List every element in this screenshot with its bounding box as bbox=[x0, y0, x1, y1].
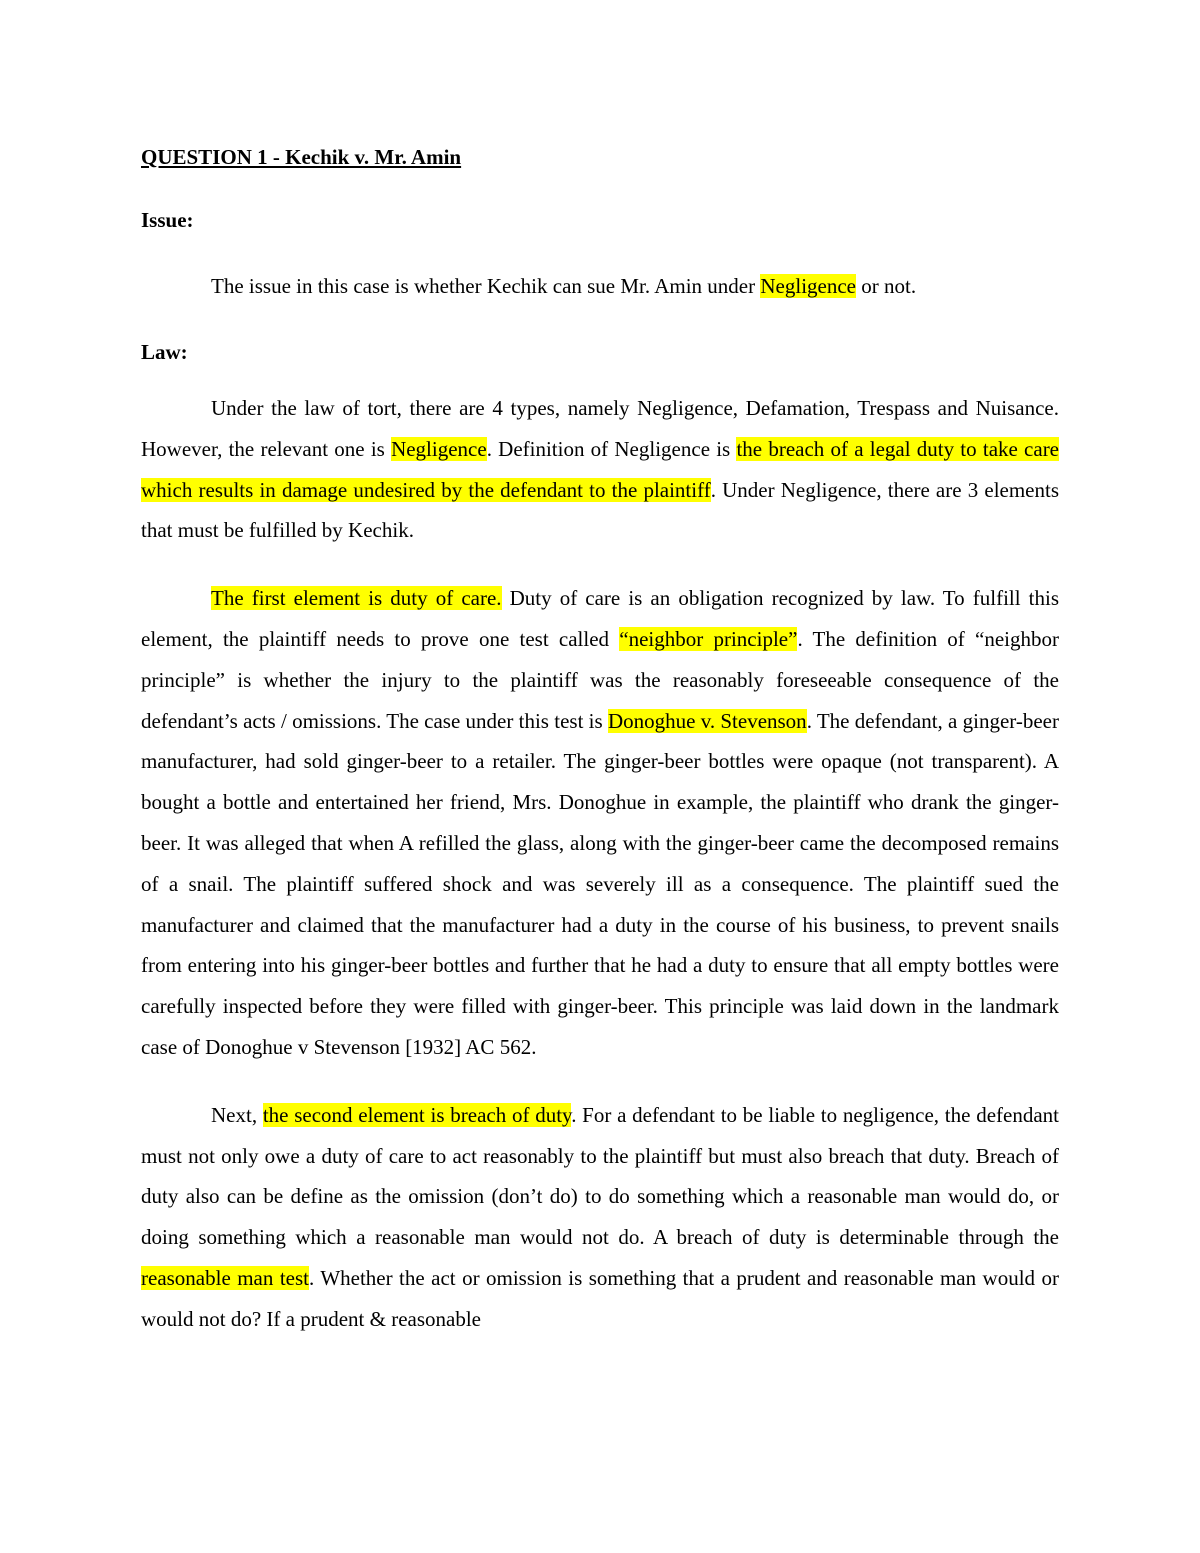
paragraph-segment: Negligence bbox=[391, 436, 487, 461]
issue-segment: The issue in this case is whether Kechik can sue Mr. Amin under bbox=[211, 274, 761, 298]
paragraph-segment: “neighbor principle” bbox=[619, 626, 798, 651]
paragraph-segment: Under the law of tort, there are 4 types, namely Negligence, Defamation, Trespass and Nuisance. However, the relevant one is bbox=[141, 396, 1059, 461]
paragraph-segment: . Under Negligence, there are 3 elements that must be fulfilled by Kechik. bbox=[141, 477, 1060, 543]
document-body bbox=[141, 138, 1059, 1340]
document-title: QUESTION 1 - Kechik v. Mr. Amin bbox=[141, 145, 462, 169]
law-paragraph-breach-of-duty bbox=[141, 1095, 1059, 1340]
paragraph-segment: Next, bbox=[211, 1102, 263, 1127]
paragraph-segment: . Whether the act or omission is something that a prudent and reasonable man would or would not do? If a prudent & reasonable bbox=[141, 1265, 1059, 1331]
paragraph-segment: Donoghue v. Stevenson bbox=[607, 708, 807, 733]
issue-segment: Negligence bbox=[760, 274, 856, 298]
issue-segment: or not. bbox=[856, 274, 917, 298]
paragraph-segment: . The defendant, a ginger-beer manufacturer, had sold ginger-beer to a retailer. The ginger-beer bottles were opaque (not transparent). A bought a bottle and entertained her friend, Mrs. Donoghue in example, the plaintiff who drank the ginger-beer. It was alleged that when A refilled the glass, along with the ginger-beer came the decomposed remains of a snail. The plaintiff suffered shock and was severely ill as a consequence. The plaintiff sued the manufacturer and claimed that the manufacturer had a duty in the course of his business, to prevent snails from entering into his ginger-beer bottles and further that he had a duty to ensure that all empty bottles were carefully inspected before they were filled with ginger-beer. This principle was laid down in the landmark case of Donoghue v Stevenson [1932] AC 562. bbox=[141, 708, 1059, 1059]
paragraph-segment: the second element is breach of duty bbox=[262, 1102, 572, 1127]
law-paragraph-tort-types bbox=[141, 388, 1059, 551]
paragraph-segment: . For a defendant to be liable to negligence, the defendant must not only owe a duty of care to act reasonably to the plaintiff but must also breach that duty. Breach of duty also can be define as the omission (don’t do) to do something which a reasonable man would do, or doing something which a reasonable man would not do. A breach of duty is determinable through the bbox=[141, 1102, 1059, 1250]
paragraph-segment: The first element is duty of care. bbox=[211, 586, 502, 611]
law-paragraph-duty-of-care bbox=[141, 578, 1059, 1068]
law-heading: Law: bbox=[141, 340, 188, 364]
paragraph-segment: the breach of a legal duty to take care which results in damage undesired by the defendant to the plaintiff bbox=[141, 436, 1060, 502]
issue-heading: Issue: bbox=[141, 208, 194, 232]
issue-statement bbox=[141, 267, 1059, 305]
paragraph-segment: reasonable man test bbox=[141, 1265, 309, 1290]
paragraph-segment: . The definition of “neighbor principle” is whether the injury to the plaintiff was the reasonably foreseeable consequence of the defendant’s acts / omissions. The case under this test is bbox=[141, 626, 1060, 733]
paragraph-segment: Duty of care is an obligation recognized by law. To fulfill this element, the plaintiff needs to prove one test called bbox=[141, 586, 1060, 651]
paragraph-segment: . Definition of Negligence is bbox=[486, 436, 737, 461]
